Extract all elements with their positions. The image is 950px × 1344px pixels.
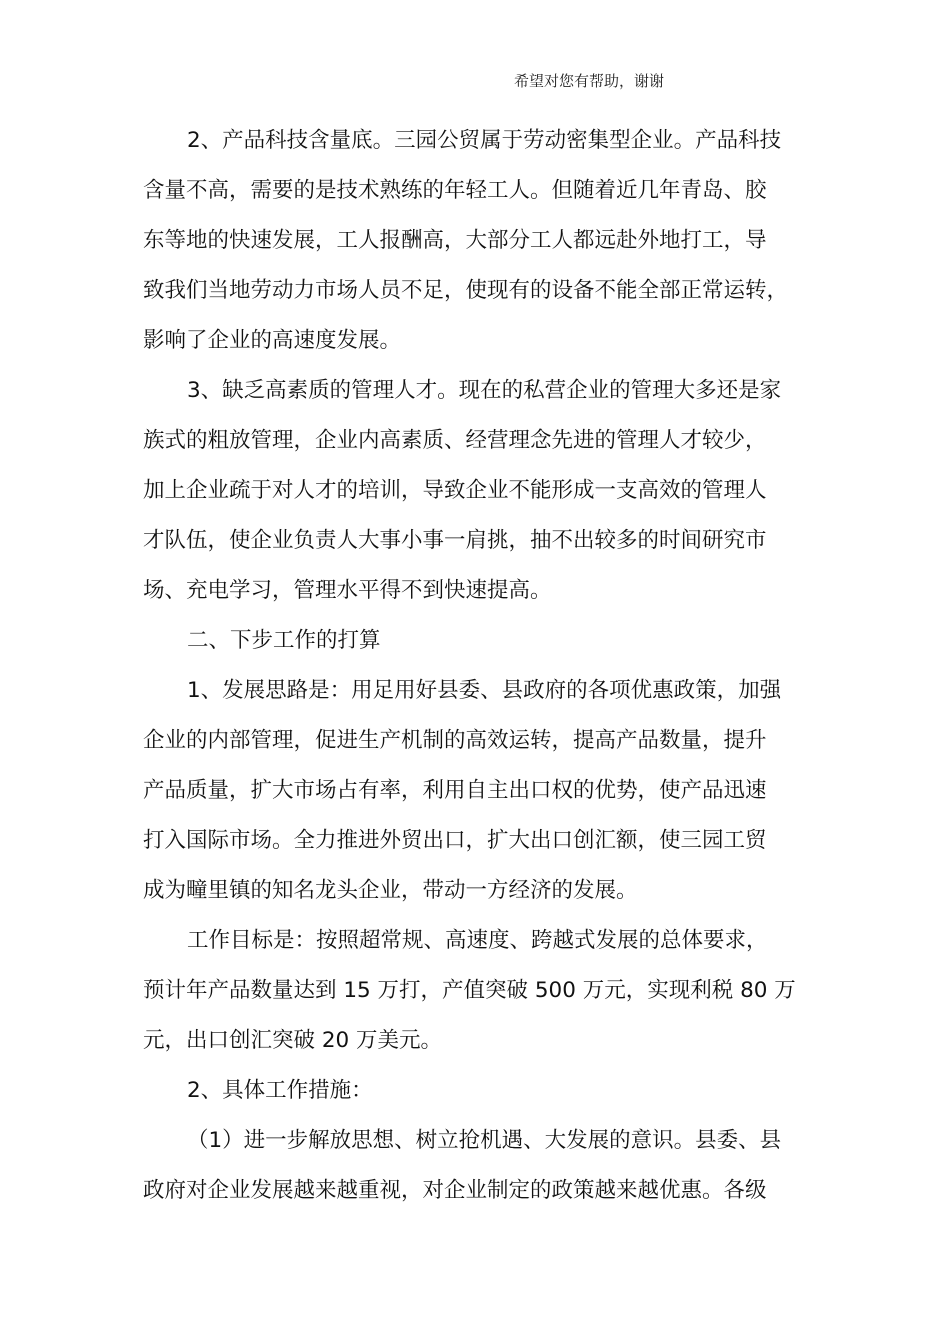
paragraph-line: 东等地的快速发展，工人报酬高，大部分工人都远赴外地打工，导: [143, 228, 767, 253]
paragraph-line: 2、产品科技含量底。三园公贸属于劳动密集型企业。产品科技: [187, 128, 782, 153]
paragraph-line: 1、发展思路是：用足用好县委、县政府的各项优惠政策，加强: [187, 678, 782, 703]
paragraph-line: 含量不高，需要的是技术熟练的年轻工人。但随着近几年青岛、胶: [143, 178, 767, 203]
paragraph-line: 影响了企业的高速度发展。: [143, 328, 402, 353]
paragraph-line: 政府对企业发展越来越重视，对企业制定的政策越来越优惠。各级: [143, 1178, 767, 1203]
paragraph-line: 场、充电学习，管理水平得不到快速提高。: [143, 578, 552, 603]
paragraph-line: 产品质量，扩大市场占有率，利用自主出口权的优势，使产品迅速: [143, 778, 767, 803]
paragraph-line: 预计年产品数量达到 15 万打，产值突破 500 万元，实现利税 80 万: [143, 978, 796, 1003]
section-heading: 二、下步工作的打算: [187, 628, 381, 653]
paragraph-line: （1）进一步解放思想、树立抢机遇、大发展的意识。县委、县: [187, 1128, 782, 1153]
paragraph-line: 2、具体工作措施：: [187, 1078, 373, 1103]
paragraph-line: 致我们当地劳动力市场人员不足，使现有的设备不能全部正常运转，: [143, 278, 789, 303]
paragraph-line: 才队伍，使企业负责人大事小事一肩挑，抽不出较多的时间研究市: [143, 528, 767, 553]
paragraph-line: 元，出口创汇突破 20 万美元。: [143, 1028, 443, 1053]
paragraph-line: 成为疃里镇的知名龙头企业，带动一方经济的发展。: [143, 878, 638, 903]
page-header: 希望对您有帮助，谢谢: [514, 72, 665, 90]
paragraph-line: 企业的内部管理，促进生产机制的高效运转，提高产品数量，提升: [143, 728, 767, 753]
paragraph-line: 工作目标是：按照超常规、高速度、跨越式发展的总体要求，: [187, 928, 768, 953]
paragraph-line: 打入国际市场。全力推进外贸出口，扩大出口创汇额，使三园工贸: [143, 828, 767, 853]
paragraph-line: 加上企业疏于对人才的培训，导致企业不能形成一支高效的管理人: [143, 478, 767, 503]
paragraph-line: 3、缺乏高素质的管理人才。现在的私营企业的管理大多还是家: [187, 378, 782, 403]
paragraph-line: 族式的粗放管理，企业内高素质、经营理念先进的管理人才较少，: [143, 428, 767, 453]
